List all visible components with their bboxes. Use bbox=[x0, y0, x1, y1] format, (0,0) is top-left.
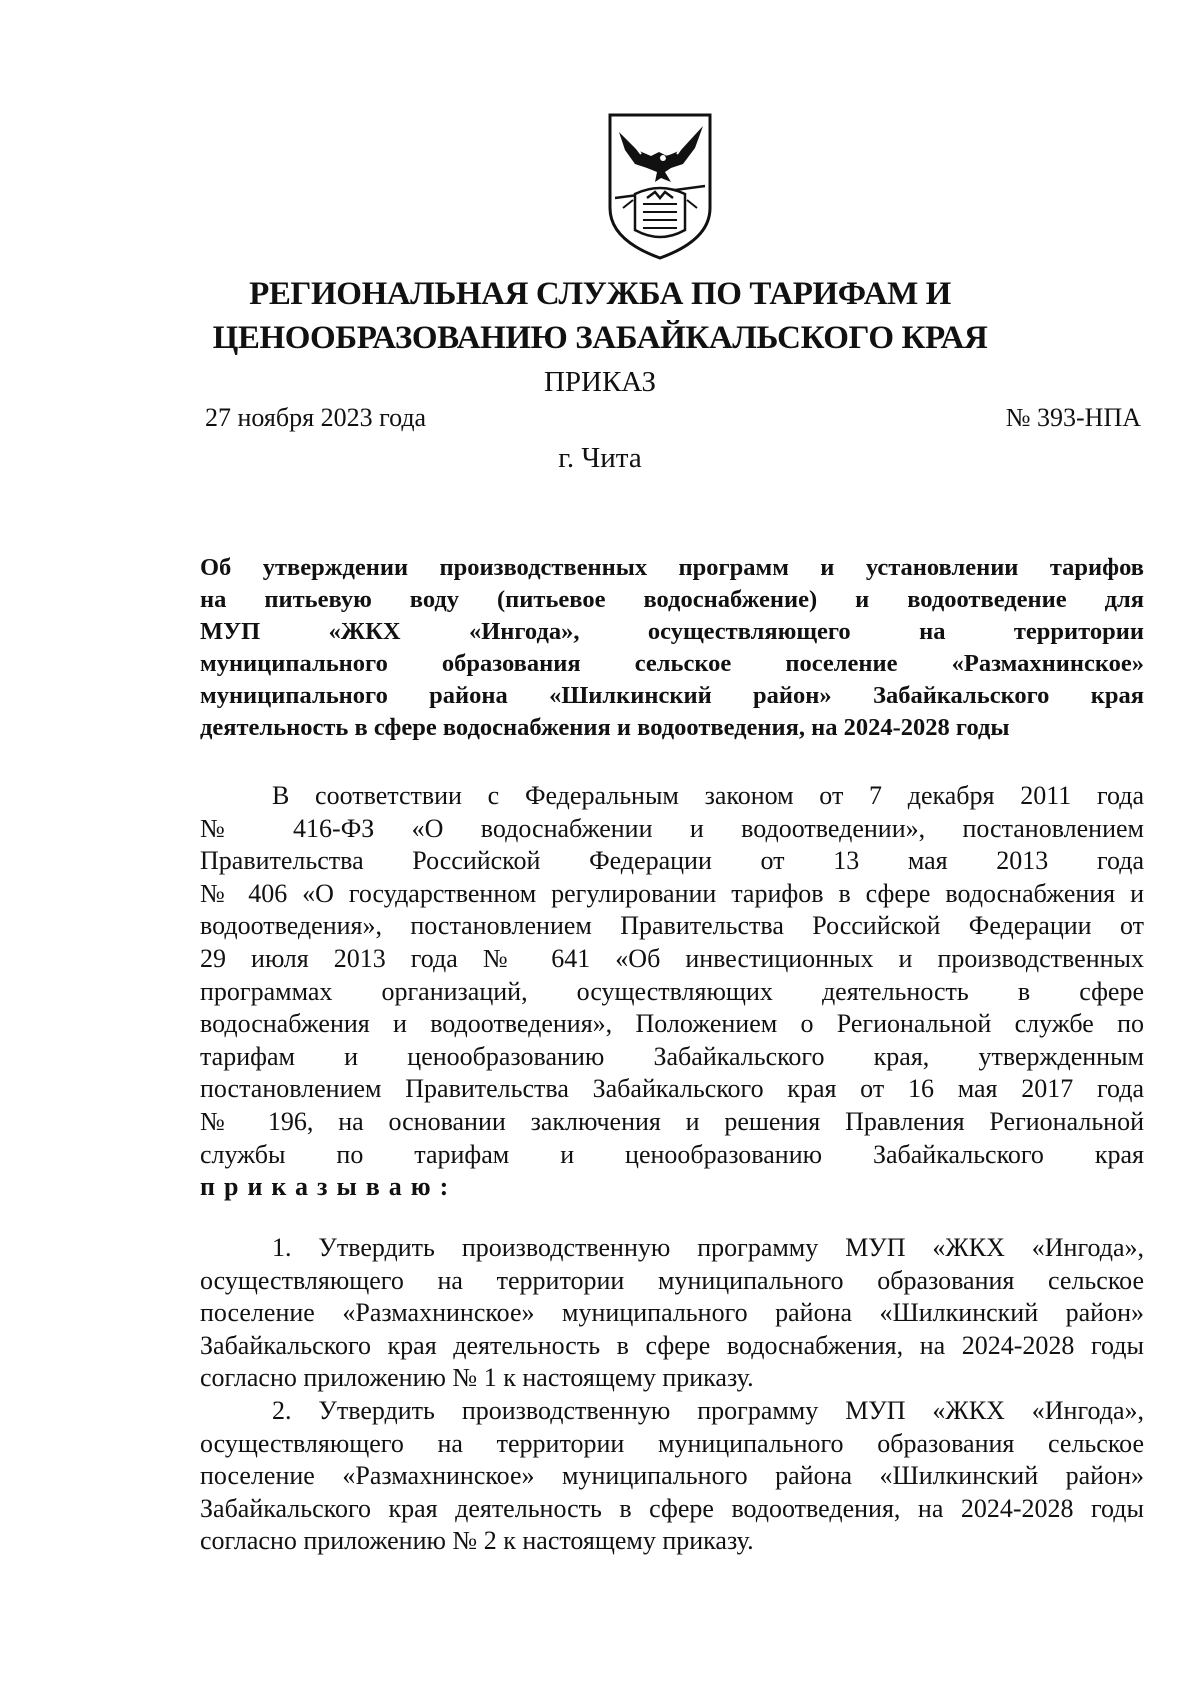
authority-title-line: РЕГИОНАЛЬНАЯ СЛУЖБА ПО ТАРИФАМ И bbox=[249, 276, 951, 312]
preamble-line: водоснабжения и водоотведения», Положением о Региональной службе по bbox=[200, 1009, 1144, 1039]
item-line: 1. Утвердить производственную программу МУП «ЖКХ «Ингода», bbox=[272, 1233, 1144, 1262]
preamble-line: В соответствии с Федеральным законом от 7 декабря 2011 года bbox=[272, 781, 1144, 810]
coat-of-arms-emblem bbox=[607, 112, 713, 260]
subject-line: МУП «ЖКХ «Ингода», осуществляющего на территории bbox=[200, 618, 1144, 645]
item-line: поселение «Размахнинское» муниципального района «Шилкинский район» bbox=[200, 1461, 1144, 1491]
preamble-line: тарифам и ценообразованию Забайкальского края, утвержденным bbox=[200, 1041, 1144, 1071]
preamble-line: № 406 «О государственном регулировании тарифов в сфере водоснабжения и bbox=[200, 878, 1144, 908]
authority-title-line: ЦЕНООБРАЗОВАНИЮ ЗАБАЙКАЛЬСКОГО КРАЯ bbox=[212, 320, 988, 356]
order-command: приказываю: bbox=[200, 1172, 458, 1202]
subject-line: деятельность в сфере водоснабжения и водоотведения, на 2024-2028 годы bbox=[200, 714, 1010, 741]
preamble-line: службы по тарифам и ценообразованию Забайкальского края bbox=[200, 1139, 1144, 1169]
preamble-line: постановлением Правительства Забайкальского края от 16 мая 2017 года bbox=[200, 1074, 1144, 1104]
preamble-paragraph bbox=[200, 780, 1144, 1204]
item-line: Забайкальского края деятельность в сфере водоснабжения, на 2024-2028 годы bbox=[200, 1330, 1144, 1360]
document-date: 27 ноября 2023 года bbox=[205, 403, 427, 432]
preamble-line: 29 июля 2013 года № 641 «Об инвестиционных и производственных bbox=[200, 943, 1144, 973]
preamble-line: программах организаций, осуществляющих деятельность в сфере bbox=[200, 976, 1144, 1006]
preamble-line: № 196, на основании заключения и решения Правления Региональной bbox=[200, 1106, 1144, 1136]
preamble-line: водоотведения», постановлением Правительства Российской Федерации от bbox=[200, 911, 1144, 941]
item-line: согласно приложению № 1 к настоящему приказу. bbox=[200, 1363, 754, 1393]
item-line: Забайкальского края деятельность в сфере водоотведения, на 2024-2028 годы bbox=[200, 1493, 1144, 1523]
item-line: осуществляющего на территории муниципального образования сельское bbox=[200, 1265, 1144, 1295]
item-line: 2. Утвердить производственную программу МУП «ЖКХ «Ингода», bbox=[272, 1395, 1144, 1425]
subject-line: на питьевую воду (питьевое водоснабжение) и водоотведение для bbox=[200, 586, 1144, 613]
authority-title bbox=[200, 272, 1000, 360]
document-subject bbox=[200, 552, 1144, 744]
item-line: осуществляющего на территории муниципального образования сельское bbox=[200, 1428, 1144, 1458]
subject-line: муниципального района «Шилкинский район» Забайкальского края bbox=[200, 682, 1144, 709]
order-item bbox=[200, 1232, 1144, 1395]
item-line: согласно приложению № 2 к настоящему приказу. bbox=[200, 1526, 754, 1556]
document-type: ПРИКАЗ bbox=[543, 366, 657, 398]
subject-line: муниципального образования сельское поселение «Размахнинское» bbox=[200, 650, 1144, 677]
preamble-line: № 416-ФЗ «О водоснабжении и водоотведении», постановлением bbox=[200, 813, 1144, 843]
document-city: г. Чита bbox=[558, 442, 642, 474]
preamble-line: Правительства Российской Федерации от 13 мая 2013 года bbox=[200, 846, 1144, 876]
order-items bbox=[200, 1232, 1144, 1558]
document-number: № 393-НПА bbox=[1005, 403, 1141, 432]
order-item bbox=[200, 1395, 1144, 1558]
item-line: поселение «Размахнинское» муниципального района «Шилкинский район» bbox=[200, 1298, 1144, 1328]
subject-line: Об утверждении производственных программ и установлении тарифов bbox=[200, 554, 1144, 581]
